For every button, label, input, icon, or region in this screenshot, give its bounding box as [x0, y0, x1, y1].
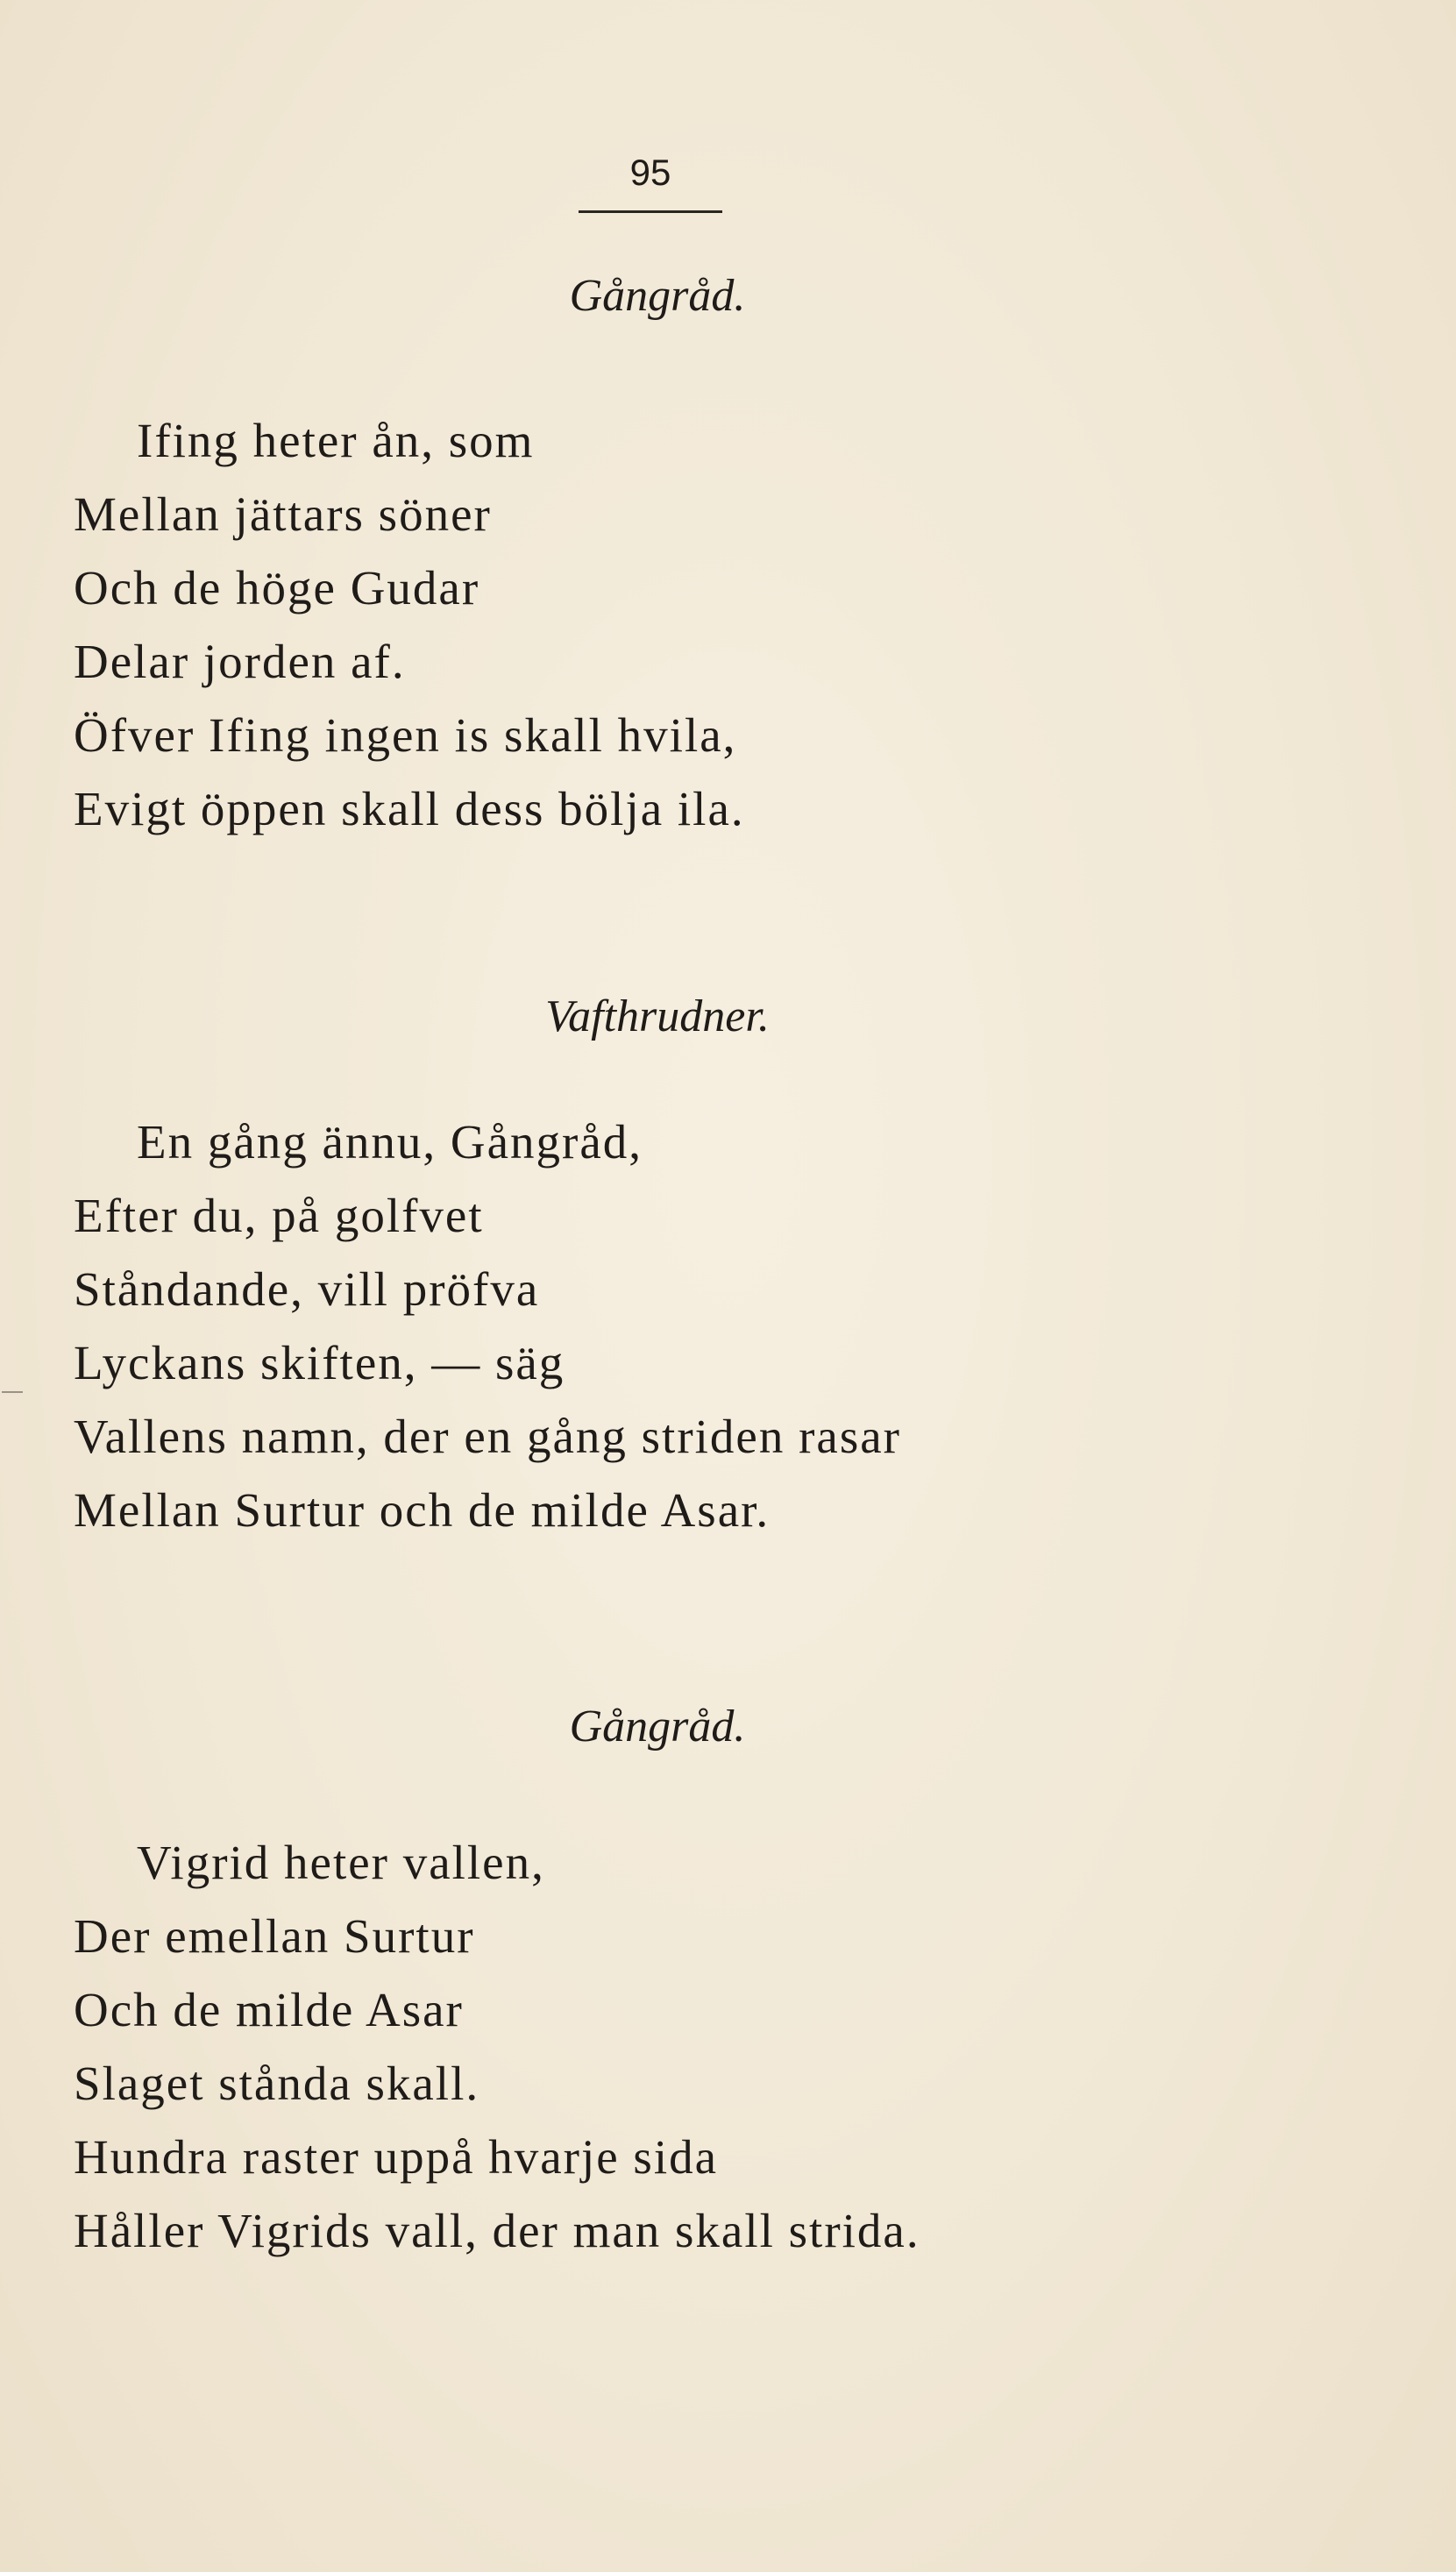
stanza [74, 1105, 901, 1547]
verse-line: Mellan Surtur och de milde Asar. [74, 1483, 771, 1537]
speaker-heading: Vafthrudner. [545, 991, 770, 1041]
verse-line: Öfver Ifing ingen is skall hvila, [74, 708, 737, 762]
verse-line: Evigt öppen skall dess bölja ila. [74, 782, 745, 835]
speaker-heading: Gångråd. [569, 271, 746, 321]
verse-line: Och de höge Gudar [74, 561, 480, 615]
verse-line: Lyckans skiften, — säg [74, 1336, 565, 1389]
verse-line: Mellan jättars söner [74, 487, 492, 541]
speaker-heading: Gångråd. [569, 1702, 746, 1751]
verse-line: Ifing heter ån, som [137, 414, 535, 467]
verse-line: Hundra raster uppå hvarje sida [74, 2130, 719, 2184]
verse-line: Vallens namn, der en gång striden rasar [74, 1410, 901, 1463]
stanza [74, 404, 745, 846]
page-number: 95 [629, 152, 671, 193]
verse-line: Der emellan Surtur [74, 1909, 475, 1963]
margin-mark [2, 1391, 23, 1393]
stanza [74, 1826, 920, 2268]
verse-line: Ståndande, vill pröfva [74, 1262, 540, 1316]
verse-line: En gång ännu, Gångråd, [137, 1115, 643, 1169]
verse-line: Och de milde Asar [74, 1983, 464, 2036]
page-number-rule [579, 210, 722, 213]
verse-line: Slaget stånda skall. [74, 2057, 480, 2110]
verse-line: Delar jorden af. [74, 635, 406, 688]
verse-line: Vigrid heter vallen, [137, 1836, 545, 1889]
verse-line: Efter du, på golfvet [74, 1189, 484, 1242]
verse-line: Håller Vigrids vall, der man skall strida. [74, 2204, 920, 2257]
